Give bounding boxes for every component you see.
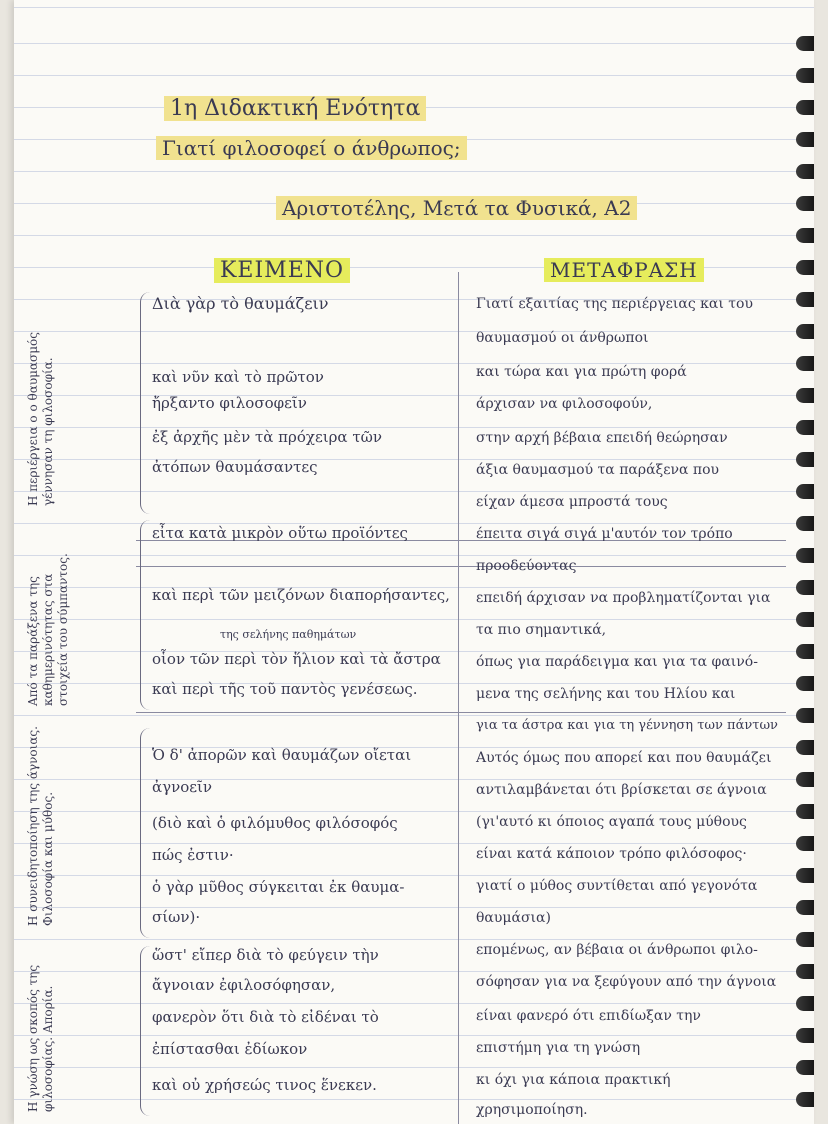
binding-ring: [796, 452, 814, 467]
translation-line: θαυμασμού οι άνθρωποι: [476, 330, 649, 346]
translation-line: επομένως, αν βέβαια οι άνθρωποι φιλο-: [476, 942, 758, 958]
binding-ring: [796, 324, 814, 339]
binding-ring: [796, 676, 814, 691]
binding-ring: [796, 1092, 814, 1107]
binding-ring: [796, 420, 814, 435]
ancient-text-line: ἤρξαντο φιλοσοφεῖν: [152, 394, 307, 412]
binding-ring: [796, 356, 814, 371]
ancient-text-line: ἄγνοιαν ἐφιλοσόφησαν,: [152, 976, 336, 994]
interlinear-note: της σελήνης παθημάτων: [220, 628, 357, 641]
translation-line: είναι φανερό ότι επιδίωξαν την: [476, 1008, 701, 1024]
binding-ring: [796, 196, 814, 211]
row-divider: [136, 712, 786, 713]
binding-ring: [796, 580, 814, 595]
ancient-text-line: (διὸ καὶ ὁ φιλόμυθος φιλόσοφός: [152, 814, 398, 832]
translation-line: προοδεύοντας: [476, 558, 577, 574]
notebook-page: [14, 0, 814, 1124]
binding-ring: [796, 164, 814, 179]
translation-line: (γι'αυτό κι όποιος αγαπά τους μύθους: [476, 814, 747, 830]
ancient-text-line: Διὰ γὰρ τὸ θαυμάζειν: [152, 294, 329, 313]
binding-ring: [796, 836, 814, 851]
row-divider: [136, 566, 786, 567]
binding-ring: [796, 484, 814, 499]
translation-line: και τώρα και για πρώτη φορά: [476, 364, 687, 380]
column-heading-text: ΚΕΙΜΕΝΟ: [214, 258, 350, 283]
margin-note: Η συνειδητοποίηση της άγνοιας. Φιλοσοφία και μύθος.: [26, 726, 55, 926]
translation-line: είχαν άμεσα μπροστά τους: [476, 494, 668, 510]
binding-ring: [796, 932, 814, 947]
ancient-text-line: καὶ νῦν καὶ τὸ πρῶτον: [152, 368, 324, 386]
binding-ring: [796, 228, 814, 243]
binding-ring: [796, 708, 814, 723]
translation-line: επειδή άρχισαν να προβληματίζονται για: [476, 590, 771, 606]
ancient-text-line: οἷον τῶν περὶ τὸν ἥλιον καὶ τὰ ἄστρα: [152, 650, 441, 668]
binding-ring: [796, 132, 814, 147]
translation-line: στην αρχή βέβαια επειδή θεώρησαν: [476, 430, 728, 446]
ancient-text-line: ἐπίστασθαι ἐδίωκον: [152, 1040, 308, 1058]
ancient-text-line: ἀτόπων θαυμάσαντες: [152, 458, 318, 476]
binding-ring: [796, 1028, 814, 1043]
translation-line: γιατί ο μύθος συντίθεται από γεγονότα: [476, 878, 758, 894]
ancient-text-line: καὶ οὐ χρήσεώς τινος ἕνεκεν.: [152, 1076, 377, 1094]
translation-line: σόφησαν για να ξεφύγουν από την άγνοια: [476, 974, 777, 990]
translation-line: τα πιο σημαντικά,: [476, 622, 607, 638]
margin-brace: [140, 728, 151, 938]
column-heading-translation: ΜΕΤΑΦΡΑΣΗ: [544, 258, 704, 282]
margin-brace: [140, 946, 151, 1116]
binding-ring: [796, 644, 814, 659]
ancient-text-line: ὥστ' εἴπερ διὰ τὸ φεύγειν τὴν: [152, 946, 379, 964]
translation-line: είναι κατά κάποιον τρόπο φιλόσοφος·: [476, 846, 747, 862]
ancient-text-line: Ὁ δ' ἀπορῶν καὶ θαυμάζων οἴεται: [152, 746, 412, 764]
lesson-question: Γιατί φιλοσοφεί ο άνθρωπος;: [156, 136, 467, 160]
spiral-binding: [796, 0, 814, 1124]
margin-brace: [140, 520, 151, 710]
ancient-text-line: φανερὸν ὅτι διὰ τὸ εἰδέναι τὸ: [152, 1008, 379, 1026]
ancient-text-line: πώς ἐστιν·: [152, 846, 234, 864]
translation-line: Γιατί εξαιτίας της περιέργειας και του: [476, 296, 753, 312]
binding-ring: [796, 388, 814, 403]
ancient-text-line: ὁ γὰρ μῦθος σύγκειται ἐκ θαυμα-: [152, 878, 405, 896]
column-divider: [458, 272, 459, 1124]
binding-ring: [796, 900, 814, 915]
binding-ring: [796, 868, 814, 883]
translation-line: όπως για παράδειγμα και για τα φαινό-: [476, 654, 758, 670]
translation-line: άξια θαυμασμού τα παράξενα που: [476, 462, 720, 478]
binding-ring: [796, 1060, 814, 1075]
translation-line: μενα της σελήνης και του Ηλίου και: [476, 686, 736, 702]
translation-line: αντιλαμβάνεται ότι βρίσκεται σε άγνοια: [476, 782, 767, 798]
translation-line: χρησιμοποίηση.: [476, 1102, 588, 1118]
ancient-text-line: σίων)·: [152, 908, 201, 926]
ancient-text-line: καὶ περὶ τῆς τοῦ παντὸς γενέσεως.: [152, 680, 418, 698]
binding-ring: [796, 292, 814, 307]
translation-line: θαυμάσια): [476, 910, 551, 926]
binding-ring: [796, 964, 814, 979]
margin-note: Η περιέργεια ο ο θαυμασμός γέννησαν τη φιλοσοφία.: [26, 332, 55, 506]
binding-ring: [796, 36, 814, 51]
binding-ring: [796, 100, 814, 115]
binding-ring: [796, 804, 814, 819]
margin-note: Από τα παράξενα της καθημερινότητας στα στοιχεία του σύμπαντος.: [26, 553, 70, 706]
translation-line: επιστήμη για τη γνώση: [476, 1040, 641, 1056]
binding-ring: [796, 516, 814, 531]
translation-line: Αυτός όμως που απορεί και που θαυμάζει: [476, 750, 772, 766]
binding-ring: [796, 772, 814, 787]
binding-ring: [796, 740, 814, 755]
binding-ring: [796, 260, 814, 275]
margin-brace: [140, 292, 151, 514]
binding-ring: [796, 612, 814, 627]
translation-line: έπειτα σιγά σιγά μ'αυτόν τον τρόπο: [476, 526, 733, 542]
binding-ring: [796, 548, 814, 563]
translation-line: άρχισαν να φιλοσοφούν,: [476, 396, 653, 412]
margin-note: Η γνώση ως σκοπός της φιλοσοφίας. Απορία.: [26, 964, 55, 1112]
ancient-text-line: ἐξ ἀρχῆς μὲν τὰ πρόχειρα τῶν: [152, 428, 382, 446]
source-reference: Αριστοτέλης, Μετά τα Φυσικά, Α2: [276, 196, 637, 220]
translation-line: για τα άστρα και για τη γέννηση των πάντων: [476, 718, 778, 733]
lesson-title: 1η Διδακτική Ενότητα: [164, 96, 426, 121]
binding-ring: [796, 996, 814, 1011]
binding-ring: [796, 68, 814, 83]
translation-line: κι όχι για κάποια πρακτική: [476, 1072, 671, 1088]
ancient-text-line: καὶ περὶ τῶν μειζόνων διαπορήσαντες,: [152, 586, 450, 604]
ancient-text-line: ἀγνοεῖν: [152, 778, 213, 796]
ancient-text-line: εἶτα κατὰ μικρὸν οὕτω προϊόντες: [152, 524, 408, 542]
